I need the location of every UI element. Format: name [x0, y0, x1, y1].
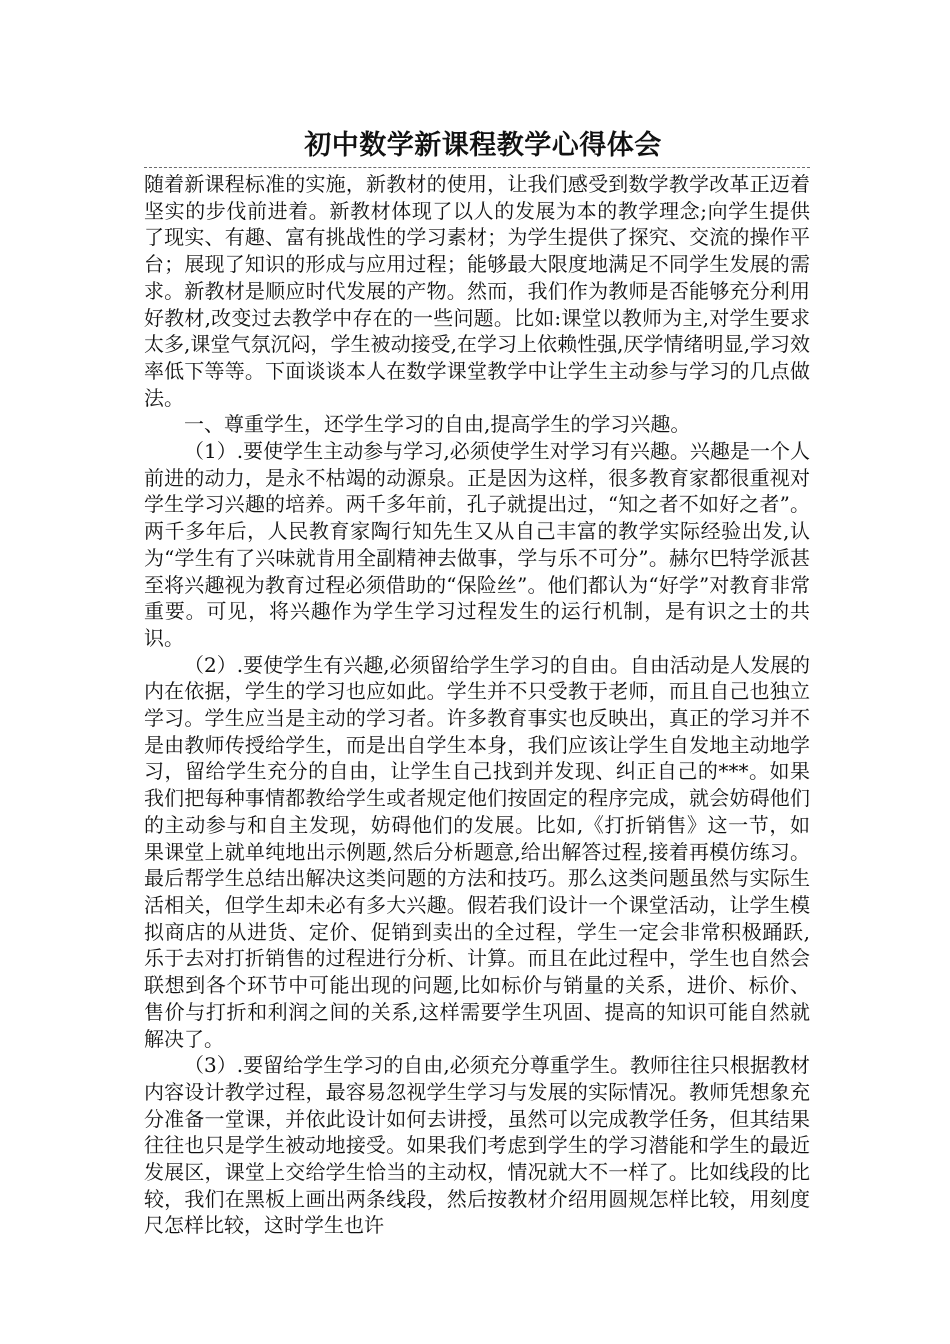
body-paragraph: （1）.要使学生主动参与学习,必须使学生对学习有兴趣。兴趣是一个人前进的动力，是永不枯竭的动源泉。正是因为这样，很多教育家都很重视对学生学习兴趣的培养。两千多年前，孔子就提出过，“知之者不如好之者”。两千多年后，人民教育家陶行知先生又从自己丰富的教学实际经验出发,认为“学生有了兴味就肯用全副精神去做事，学与乐不可分”。赫尔巴特学派甚至将兴趣视为教育过程必须借助的“保险丝”。他们都认为“好学”对教育非常重要。可见，将兴趣作为学生学习过程发生的运行机制，是有识之士的共识。 [144, 439, 810, 650]
intro-paragraph: 随着新课程标准的实施，新教材的使用，让我们感受到数学教学改革正迈着坚实的步伐前进着。新教材体现了以人的发展为本的教学理念;向学生提供了现实、有趣、富有挑战性的学习素材；为学生提供了探究、交流的操作平台；展现了知识的形成与应用过程；能够最大限度地满足不同学生发展的需求。新教材是顺应时代发展的产物。然而，我们作为教师是否能够充分利用好教材,改变过去教学中存在的一些问题。比如:课堂以教师为主,对学生要求太多,课堂气氛沉闷，学生被动接受,在学习上依赖性强,厌学情绪明显,学习效率低下等等。下面谈谈本人在数学课堂教学中让学生主动参与学习的几点做法。 [144, 172, 810, 410]
body-paragraph: （3）.要留给学生学习的自由,必须充分尊重学生。教师往往只根据教材内容设计教学过程，最容易忽视学生学习与发展的实际情况。教师凭想象充分准备一堂课，并依此设计如何去讲授，虽然可以完成教学任务，但其结果往往也只是学生被动地接受。如果我们考虑到学生的学习潜能和学生的最近发展区，课堂上交给学生恰当的主动权，情况就大不一样了。比如线段的比较，我们在黑板上画出两条线段，然后按教材介绍用圆规怎样比较，用刻度尺怎样比较，这时学生也许 [144, 1053, 810, 1238]
title-divider [144, 167, 810, 168]
document-title: 初中数学新课程教学心得体会 [304, 130, 662, 161]
body-paragraph: （2）.要使学生有兴趣,必须留给学生学习的自由。自由活动是人发展的内在依据，学生的学习也应如此。学生并不只受教于老师，而且自己也独立学习。学生应当是主动的学习者。许多教育事实也反映出，真正的学习并不是由教师传授给学生，而是出自学生本身，我们应该让学生自发地主动地学习，留给学生充分的自由，让学生自己找到并发现、纠正自己的***。如果我们把每种事情都教给学生或者规定他们按固定的程序完成，就会妨碍他们的主动参与和自主发现，妨碍他们的发展。比如,《打折销售》这一节，如果课堂上就单纯地出示例题,然后分析题意,给出解答过程,接着再模仿练习。最后帮学生总结出解决这类问题的方法和技巧。那么这类问题虽然与实际生活相关，但学生却未必有多大兴趣。假若我们设计一个课堂活动，让学生模拟商店的从进货、定价、促销到卖出的全过程，学生一定会非常积极踊跃,乐于去对打折销售的过程进行分析、计算。而且在此过程中，学生也自然会联想到各个环节中可能出现的问题,比如标价与销量的关系，进价、标价、售价与打折和利润之间的关系,这样需要学生巩固、提高的知识可能自然就解决了。 [144, 652, 810, 1051]
document-body [144, 171, 810, 1239]
section-heading: 一、尊重学生，还学生学习的自由,提高学生的学习兴趣。 [184, 412, 691, 437]
document-page [144, 128, 810, 1239]
